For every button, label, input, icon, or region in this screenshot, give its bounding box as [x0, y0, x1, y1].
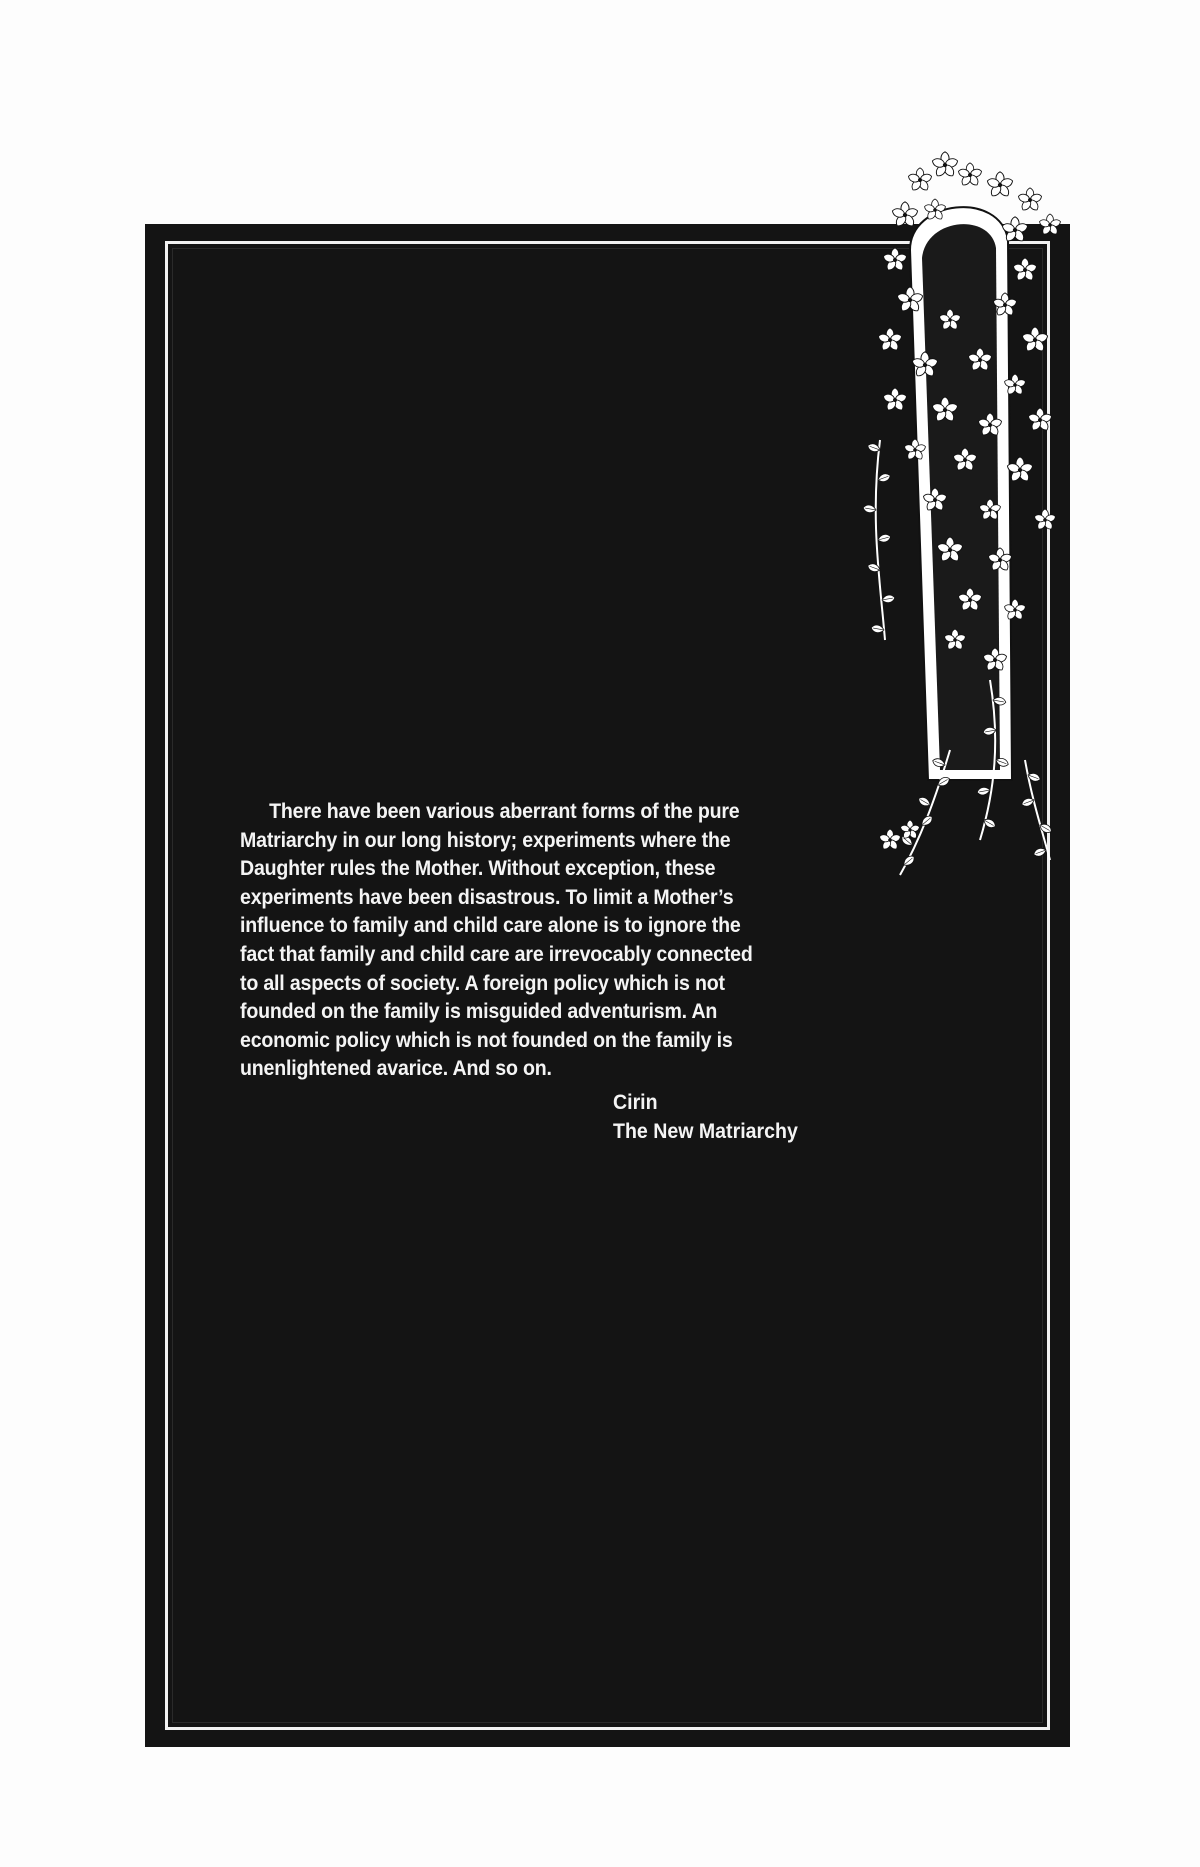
quote-line: fact that family and child care are irrevocably connected: [240, 941, 753, 966]
quote-line: unenlightened avarice. And so on.: [240, 1056, 552, 1081]
quote-paragraph: [240, 797, 822, 1083]
attribution-author: Cirin: [613, 1090, 658, 1114]
quote-line: Daughter rules the Mother. Without exception, these: [240, 856, 716, 881]
quote-line: economic policy which is not founded on the family is: [240, 1027, 733, 1052]
quote-line: influence to family and child care alone is to ignore the: [240, 913, 741, 938]
quote-line: to all aspects of society. A foreign policy which is not: [240, 970, 725, 995]
flowering-vine-illustration: [850, 140, 1100, 880]
quote-line: experiments have been disastrous. To limit a Mother’s: [240, 884, 734, 909]
quote-line: founded on the family is misguided adventurism. An: [240, 999, 718, 1024]
quote-attribution: [613, 1088, 798, 1146]
quote-line: There have been various aberrant forms of the pure: [269, 799, 740, 823]
attribution-source: The New Matriarchy: [613, 1119, 798, 1143]
quote-line: Matriarchy in our long history; experiments where the: [240, 827, 731, 852]
